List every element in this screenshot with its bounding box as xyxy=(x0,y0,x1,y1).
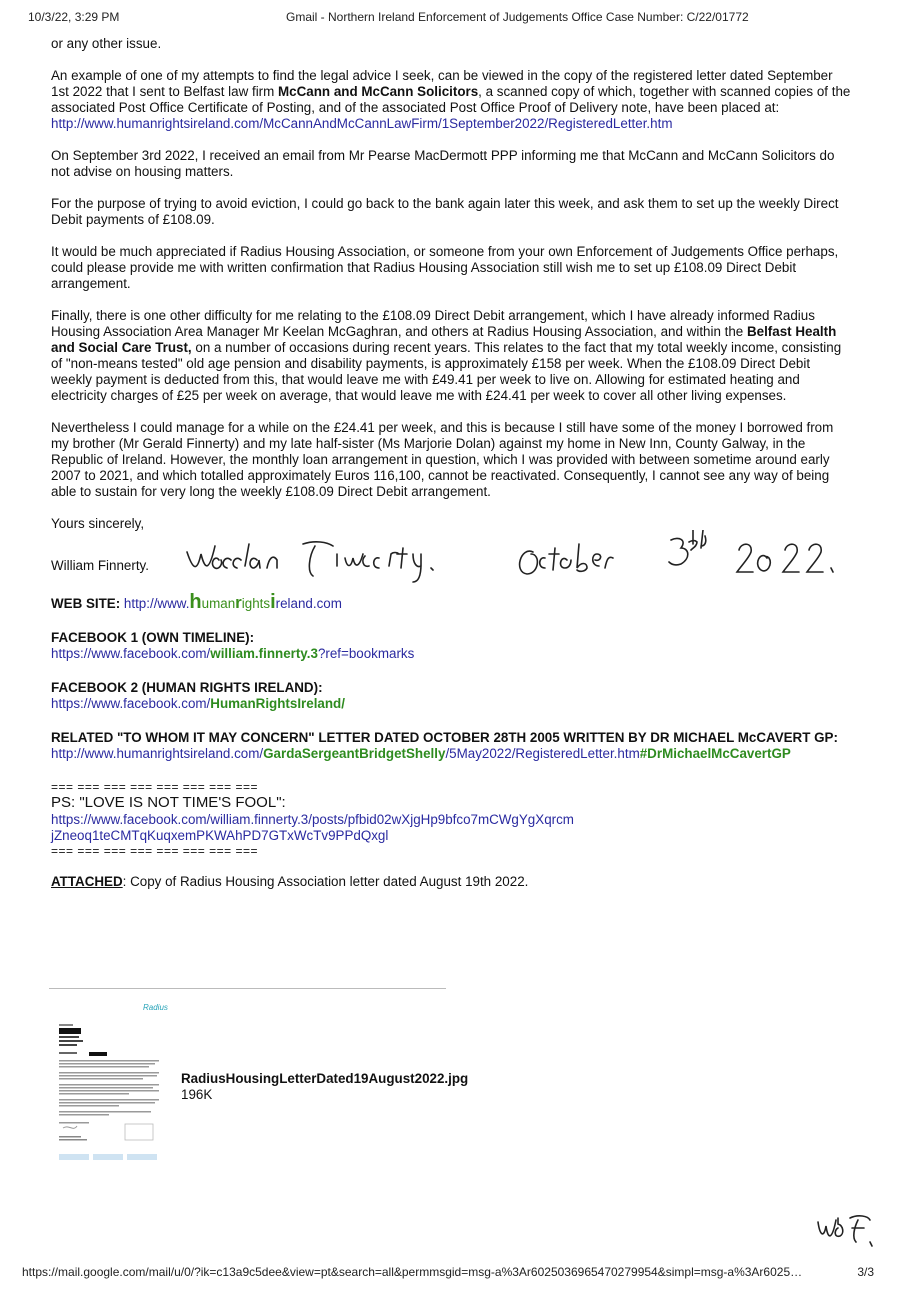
facebook1-link[interactable]: https://www.facebook.com/william.finnerty.3?ref=bookmarks xyxy=(51,646,415,661)
attachment-filename[interactable]: RadiusHousingLetterDated19August2022.jpg xyxy=(181,1071,469,1086)
facebook1-line xyxy=(51,646,851,662)
related-letter-heading: RELATED "TO WHOM IT MAY CONCERN" LETTER DATED OCTOBER 28TH 2005 WRITTEN BY DR MICHAEL McCAVERT GP: xyxy=(51,730,838,745)
paragraph: or any other issue. xyxy=(51,36,162,51)
handwritten-initials xyxy=(812,1212,882,1252)
facebook2-line xyxy=(51,696,851,712)
firm-name: McCann and McCann Solicitors xyxy=(278,84,479,99)
paragraph: It would be much appreciated if Radius Housing Association, or someone from your own Enforcement of Judgements Office perhaps, could please provide me with written confirmation that Radius Housing Association still wish me to set up £108.09 Direct Debit arrangement. xyxy=(51,244,839,291)
signature-block xyxy=(51,530,851,588)
email-body xyxy=(51,36,851,890)
ps-title: PS: "LOVE IS NOT TIME'S FOOL": xyxy=(51,794,286,811)
letter-thumbnail-image xyxy=(53,998,171,1170)
page-number: 3/3 xyxy=(857,1265,874,1279)
paragraph: Nevertheless I could manage for a while on the £24.41 per week, and this is because I still have some of the money I borrowed from my brother (Mr Gerald Finnerty) and my late half-sister (Ms Marjorie Dolan) against my home in New Inn, County Galway, in the Republic of Ireland. However, the monthly loan arrangement in question, which I was provided with between sometime around early 2007 to 2021, and which totalled approximately Euros 116,100, cannot be reactivated. Consequently, I cannot see any way of being able to sustain for very long the weekly £108.09 Direct Debit arrangement. xyxy=(51,420,834,499)
attached-line: ATTACHED: Copy of Radius Housing Association letter dated August 19th 2022. xyxy=(51,874,529,889)
paragraph: Finally, there is one other difficulty for me relating to the £108.09 Direct Debit arrangement, which I have already informed Radius Housing Association Area Manager Mr Keelan McGaghran, and others at Radius Housing Association, and within the Belfast Health and Social Care Trust, on a number of occasions during recent years. This relates to the fact that my total weekly income, consisting of "non-means tested" old age pension and disability payments, is approximately £158 per week. When the £108.09 Direct Debit weekly payment is deducted from this, that would leave me with £49.41 per week to live on. Allowing for estimated heating and electricity charges of £25 per week on average, that would leave me with £24.41 per week to cover all other living expenses. xyxy=(51,308,842,403)
registered-letter-link[interactable]: http://www.humanrightsireland.com/McCannAndMcCannLawFirm/1September2022/RegisteredLetter.htm xyxy=(51,116,673,131)
website-line xyxy=(51,591,851,613)
thumbnail-logo: Radius xyxy=(143,1003,168,1012)
ps-link[interactable]: https://www.facebook.com/william.finnerty.3/posts/pfbid02wXjgHp9bfco7mCWgYgXqrcm jZneoq1teCMTqKuqxemPKWAhPD7GTxWcTv9PPdQxgl xyxy=(51,812,574,843)
closing: Yours sincerely, xyxy=(51,516,145,531)
paragraph: An example of one of my attempts to find the legal advice I seek, can be viewed in the copy of the registered letter dated September 1st 2022 that I sent to Belfast law firm McCann and McCann Solicitors, a scanned copy of which, together with scanned copies of the associated Post Office Certificate of Posting, and of the associated Post Office Proof of Delivery note, have been placed at: http://www.humanrightsireland.com/McCannAndMcCannLawFirm/1September2022/RegisteredLetter.htm xyxy=(51,68,851,131)
attachment-thumbnail[interactable] xyxy=(53,998,171,1170)
separator: === === === === === === === === xyxy=(51,780,259,794)
signer-name: William Finnerty. xyxy=(51,558,149,573)
paragraph: For the purpose of trying to avoid eviction, I could go back to the bank again later this week, and ask them to set up the weekly Direct Debit payments of £108.09. xyxy=(51,196,839,227)
website-label: WEB SITE: xyxy=(51,596,121,611)
trust-name: Belfast Health and Social Care Trust, xyxy=(51,324,837,355)
attached-label: ATTACHED xyxy=(51,874,123,889)
separator: === === === === === === === === xyxy=(51,844,259,858)
website-link[interactable]: http://www.humanrightsireland.com xyxy=(123,591,342,613)
attachment-divider xyxy=(49,988,446,989)
facebook2-link[interactable]: https://www.facebook.com/HumanRightsIreland/ xyxy=(51,696,345,711)
footer-url: https://mail.google.com/mail/u/0/?ik=c13a9c5dee&view=pt&search=all&permmsgid=msg-a%3Ar6025036965470279954&simpl=msg-a%3Ar6025… xyxy=(22,1265,803,1279)
attachment-size: 196K xyxy=(181,1087,213,1102)
print-date: 10/3/22, 3:29 PM xyxy=(28,10,120,24)
ps-link-block xyxy=(51,812,851,844)
facebook2-heading: FACEBOOK 2 (HUMAN RIGHTS IRELAND): xyxy=(51,680,323,695)
related-letter-line xyxy=(51,746,851,762)
facebook1-heading: FACEBOOK 1 (OWN TIMELINE): xyxy=(51,630,255,645)
print-title: Gmail - Northern Ireland Enforcement of Judgements Office Case Number: C/22/01772 xyxy=(286,10,749,24)
handwritten-signature xyxy=(183,530,853,588)
related-letter-link[interactable]: http://www.humanrightsireland.com/GardaSergeantBridgetShelly/5May2022/RegisteredLetter.htm#DrMichaelMcCavertGP xyxy=(51,746,791,761)
paragraph: On September 3rd 2022, I received an email from Mr Pearse MacDermott PPP informing me that McCann and McCann Solicitors do not advise on housing matters. xyxy=(51,148,835,179)
